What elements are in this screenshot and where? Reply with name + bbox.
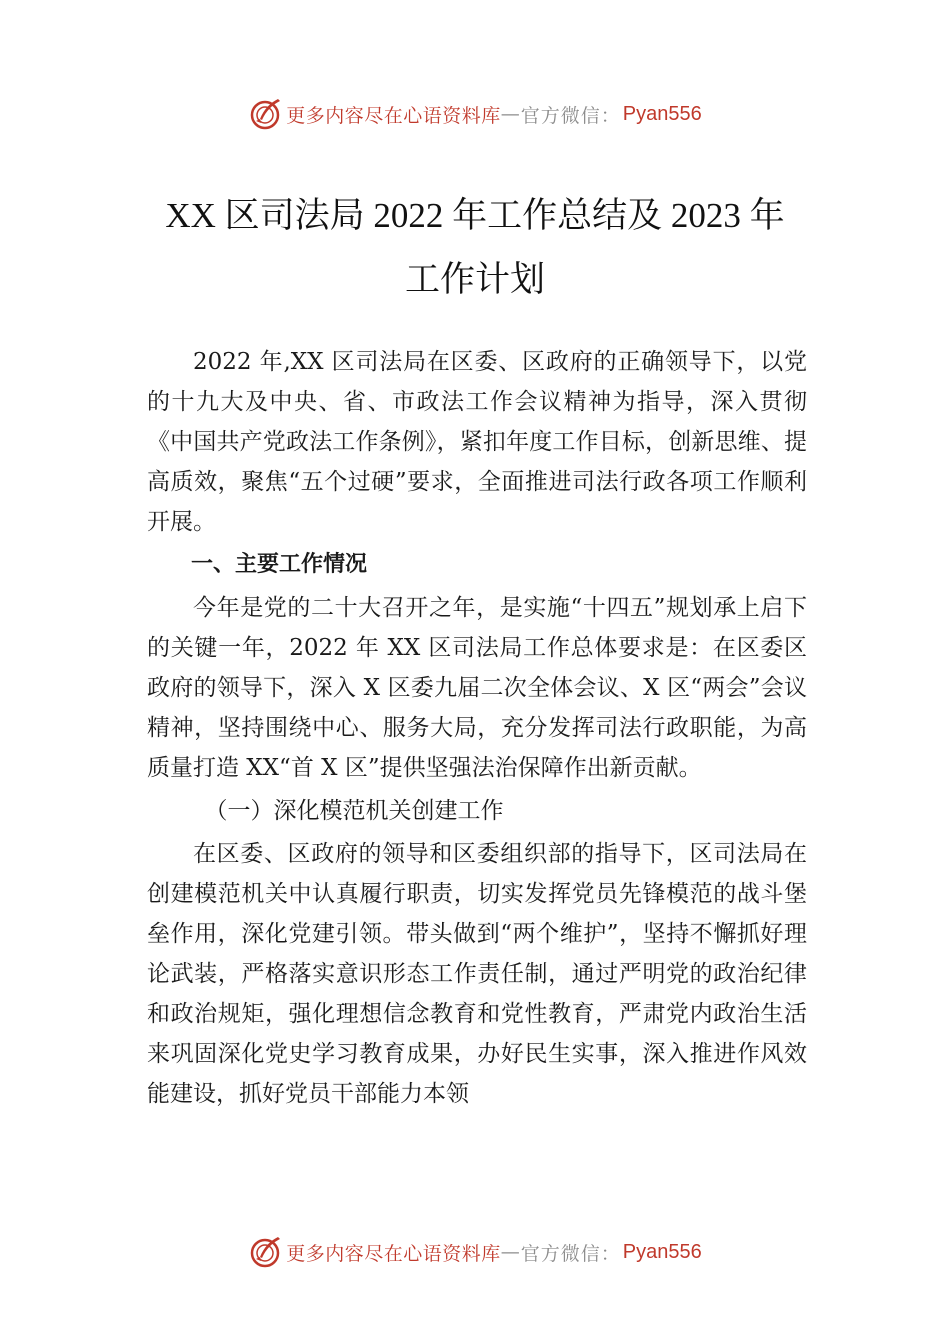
quill-seal-logo — [248, 97, 282, 131]
banner-brand: 更多内容尽在心语资料库 — [286, 1242, 501, 1265]
banner-wechat-id: Pyan556 — [622, 102, 702, 125]
banner-wechat-id: Pyan556 — [622, 1240, 702, 1263]
section-heading: 一、主要工作情况 — [191, 552, 368, 577]
banner-wechat-label: 官方微信： — [520, 104, 621, 127]
subsection-heading: （一）深化模范机关创建工作 — [204, 798, 504, 824]
banner-wechat-label: 官方微信： — [520, 1242, 621, 1265]
footer-banner — [0, 1232, 950, 1272]
intro-paragraph: 2022 年,XX 区司法局在区委、区政府的正确领导下，以党的十九大及中央、省、市政法工作会议精神为指导，深入贯彻《中国共产党政法工作条例》，紧扣年度工作目标，创新思维、提高质效，聚焦“五个过硬”要求，全面推进司法行政各项工作顺利开展。 — [147, 349, 807, 535]
document-body — [147, 342, 807, 1114]
banner-separator: — — [500, 1241, 521, 1263]
document-title-line-1: XX 区司法局 2022 年工作总结及 2023 年 — [165, 196, 785, 235]
section-paragraph: 今年是党的二十大召开之年，是实施“十四五”规划承上启下的关键一年，2022 年 XX 区司法局工作总体要求是：在区委区政府的领导下，深入 X 区委九届二次全体会议、X 区“两会”会议精神，坚持围绕中心、服务大局，充分发挥司法行政职能，为高质量打造 XX“首 X 区”提供坚强法治保障作出新贡献。 — [147, 595, 807, 781]
quill-seal-logo — [248, 1235, 282, 1269]
document-title-line-2: 工作计划 — [404, 260, 545, 299]
subsection-paragraph: 在区委、区政府的领导和区委组织部的指导下，区司法局在创建模范机关中认真履行职责，切实发挥党员先锋模范的战斗堡垒作用，深化党建引领。带头做到“两个维护”，坚持不懈抓好理论武装，严格落实意识形态工作责任制，通过严明党的政治纪律和政治规矩，强化理想信念教育和党性教育，严肃党内政治生活来巩固深化党史学习教育成果，办好民生实事，深入推进作风效能建设，抓好党员干部能力本领 — [147, 841, 807, 1107]
banner-brand: 更多内容尽在心语资料库 — [286, 104, 501, 127]
header-banner — [0, 94, 950, 134]
banner-separator: — — [500, 103, 521, 125]
